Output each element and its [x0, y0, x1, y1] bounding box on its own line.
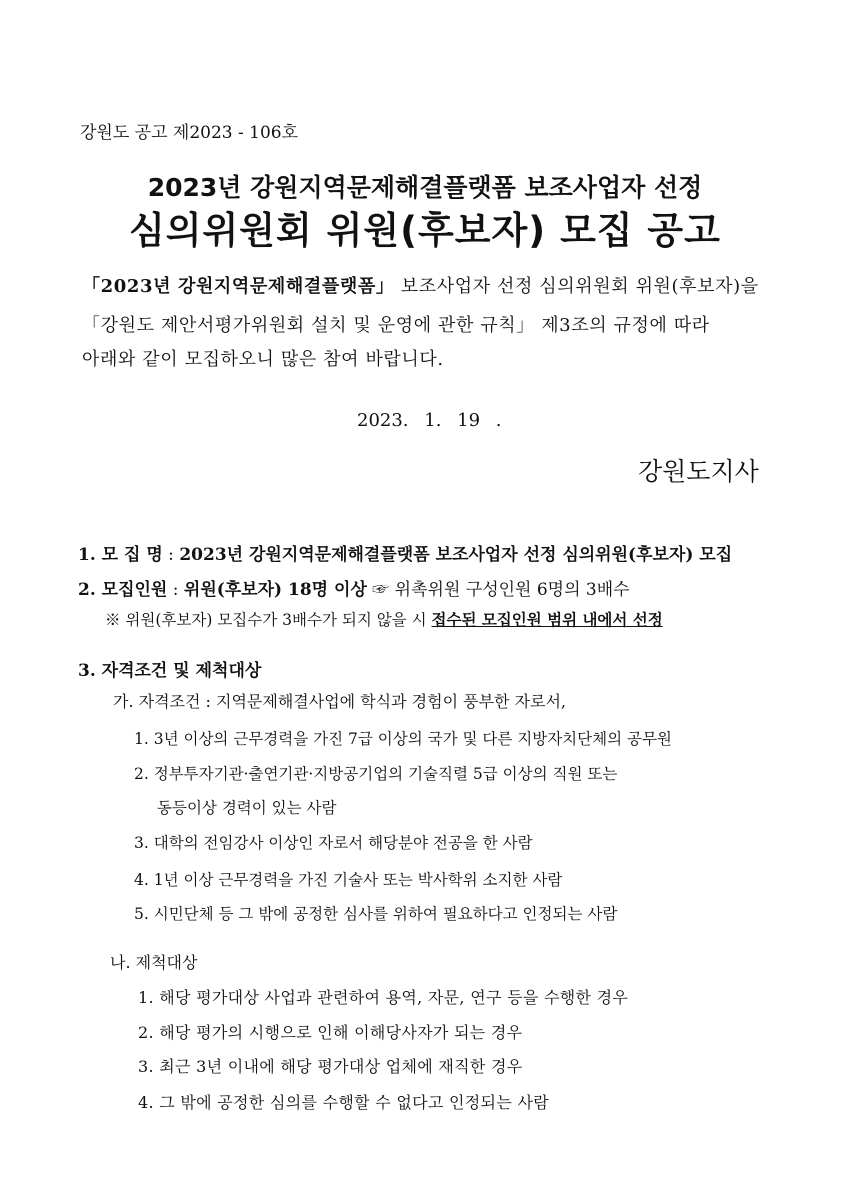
notice-date: 2023. 1. 19 .	[357, 410, 502, 431]
item2-value: 위원(후보자) 18명 이상	[183, 580, 367, 600]
intro-line-1	[82, 272, 759, 298]
criteria-item: 3. 대학의 전임강사 이상인 자로서 해당분야 전공을 한 사람	[134, 834, 533, 852]
criteria-item: 1. 3년 이상의 근무경력을 가진 7급 이상의 국가 및 다른 지방자치단체의 공무원	[134, 730, 672, 748]
intro-line-1-rest: 보조사업자 선정 심의위원회 위원(후보자)을	[394, 276, 759, 297]
item2-note: ☞ 위촉위원 구성인원 6명의 3배수	[366, 580, 630, 600]
item-recruitment-count	[78, 575, 630, 600]
exclusion-item: 1. 해당 평가대상 사업과 관련하여 용역, 자문, 연구 등을 수행한 경우	[138, 988, 629, 1007]
item1-label: 1. 모 집 명	[78, 545, 163, 565]
criteria-item-continuation: 동등이상 경력이 있는 사람	[157, 799, 337, 817]
item2-label: 2. 모집인원	[78, 580, 168, 600]
item-recruitment-name	[78, 540, 732, 565]
item1-value: 2023년 강원지역문제해결플랫폼 보조사업자 선정 심의위원(후보자) 모집	[179, 545, 733, 565]
title-line-2: 심의위원회 위원(후보자) 모집 공고	[129, 209, 721, 252]
item2-separator: :	[167, 580, 184, 600]
section3-heading: 3. 자격조건 및 제척대상	[78, 661, 262, 681]
qualification-heading: 가. 자격조건 : 지역문제해결사업에 학식과 경험이 풍부한 자로서,	[113, 692, 567, 711]
criteria-item: 2. 정부투자기관·출연기관·지방공기업의 기술직렬 5급 이상의 직원 또는	[134, 765, 618, 783]
intro-line-3: 아래와 같이 모집하오니 많은 참여 바랍니다.	[82, 349, 444, 370]
criteria-item: 5. 시민단체 등 그 밖에 공정한 심사를 위하여 필요하다고 인정되는 사람	[134, 905, 618, 923]
exclusion-heading: 나. 제척대상	[110, 953, 198, 972]
notice-number: 강원도 공고 제2023 - 106호	[80, 123, 299, 143]
signer: 강원도지사	[638, 457, 759, 486]
note-emphasis: 접수된 모집인원 범위 내에서 선정	[431, 610, 663, 629]
note-prefix: ※ 위원(후보자) 모집수가 3배수가 되지 않을 시	[105, 611, 432, 629]
intro-line-2: 「강원도 제안서평가위원회 설치 및 운영에 관한 규칙」 제3조의 규정에 따라	[82, 315, 710, 336]
title-line-1: 2023년 강원지역문제해결플랫폼 보조사업자 선정	[147, 173, 703, 202]
exclusion-item: 3. 최근 3년 이내에 해당 평가대상 업체에 재직한 경우	[138, 1057, 523, 1076]
exclusion-item: 2. 해당 평가의 시행으로 인해 이해당사자가 되는 경우	[138, 1023, 523, 1042]
exclusion-item: 4. 그 밖에 공정한 심의를 수행할 수 없다고 인정되는 사람	[138, 1093, 549, 1112]
intro-program-name: 「2023년 강원지역문제해결플랫폼」	[82, 276, 395, 297]
criteria-item: 4. 1년 이상 근무경력을 가진 기술사 또는 박사학위 소지한 사람	[134, 871, 563, 889]
recruitment-note	[105, 608, 663, 630]
item1-separator: :	[162, 545, 180, 565]
